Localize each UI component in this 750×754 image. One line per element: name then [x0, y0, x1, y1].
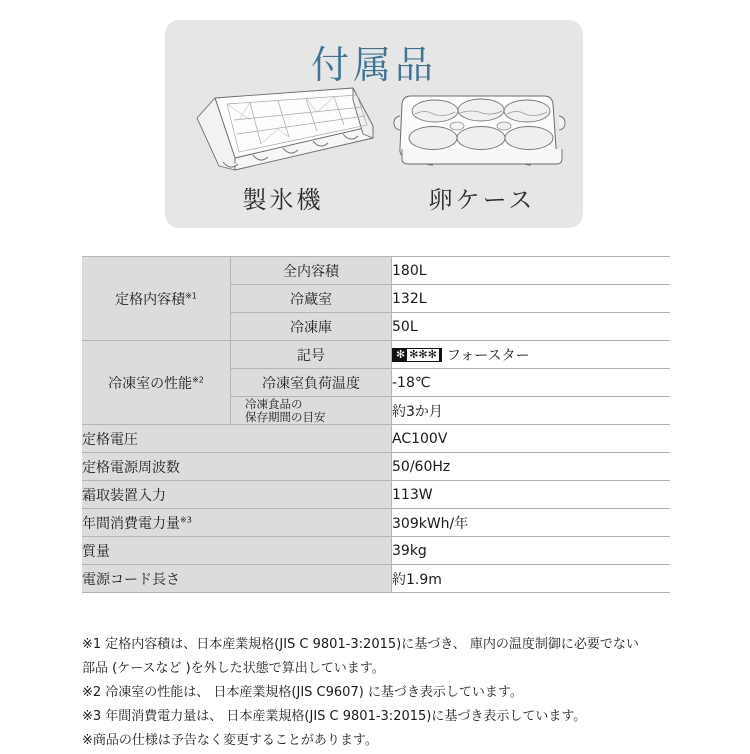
value-freezer: 50L: [392, 313, 671, 341]
value-annual-power: 309kWh/年: [392, 509, 671, 537]
label-rated-voltage: 定格電圧: [82, 425, 392, 453]
table-row: [82, 257, 670, 285]
footnote-1-line-2: 部品 (ケースなど )を外した状態で算出しています。: [82, 661, 385, 676]
accessory-label-egg-case: 卵ケース: [428, 186, 536, 214]
accessories-title: 付属品: [310, 43, 437, 87]
value-defrost-input: 113W: [392, 481, 671, 509]
table-row: [82, 453, 670, 481]
table-row: [82, 565, 670, 593]
group-label-note: ※1: [185, 290, 197, 300]
footnote-2: ※2 冷凍室の性能は、 日本産業規格(JIS C9607) に基づき表示しています。: [82, 685, 523, 700]
value-weight: 39kg: [392, 537, 671, 565]
accessories-panel: [165, 20, 583, 228]
footnote-1-line-1: ※1 定格内容積は、日本産業規格(JIS C 9801-3:2015)に基づき、 庫内の温度制御に必要でない: [82, 637, 639, 652]
value-freezer-load-temp: -18℃: [392, 369, 671, 397]
table-row: [82, 481, 670, 509]
group-label-note: ※2: [192, 374, 204, 384]
sub-label-freezer-load-temp: 冷凍室負荷温度: [231, 369, 392, 397]
four-star-badge: [392, 348, 442, 362]
group-label-text: 冷凍室の性能: [108, 375, 193, 392]
sub-label-fridge: 冷蔵室: [231, 285, 392, 313]
footnote-3: ※3 年間消費電力量は、 日本産業規格(JIS C 9801-3:2015)に基づき表示しています。: [82, 709, 587, 724]
group-label-rated-volume: [82, 257, 231, 341]
label-cord-length: 電源コード長さ: [82, 565, 392, 593]
accessory-label-ice-tray: 製氷機: [242, 186, 324, 214]
value-fridge: 132L: [392, 285, 671, 313]
label-weight: 質量: [82, 537, 392, 565]
badge-label-text: フォースター: [446, 347, 530, 364]
table-row: [82, 425, 670, 453]
footnote-4: ※商品の仕様は予告なく変更することがあります。: [82, 733, 378, 748]
group-label-freezer-performance: [82, 341, 231, 425]
ice-tray-icon: [177, 82, 387, 178]
accessory-item-egg-case: [389, 82, 575, 215]
group-label-text: 定格内容積: [115, 291, 186, 308]
sub-label-symbol: 記号: [231, 341, 392, 369]
label-annual-power-text: 年間消費電力量: [82, 515, 180, 532]
value-storage-period: 約3か月: [392, 397, 671, 425]
label-defrost-input: 霜取装置入力: [82, 481, 392, 509]
footnotes-section: [82, 634, 712, 754]
sub-label-total-volume: 全内容積: [231, 257, 392, 285]
table-row: [82, 537, 670, 565]
badge-single-star: ✻: [396, 348, 406, 361]
egg-case-icon: [389, 82, 575, 178]
storage-period-line1: 冷凍食品の: [245, 396, 303, 411]
table-row: [82, 509, 670, 537]
accessory-item-ice-tray: [177, 82, 389, 215]
label-annual-power: [82, 509, 392, 537]
value-cord-length: 約1.9m: [392, 565, 671, 593]
value-rated-frequency: 50/60Hz: [392, 453, 671, 481]
value-symbol: [392, 341, 671, 369]
storage-period-line2: 保存期間の目安: [245, 409, 326, 424]
sub-label-storage-period: [231, 397, 392, 425]
value-total-volume: 180L: [392, 257, 671, 285]
sub-label-freezer: 冷凍庫: [231, 313, 392, 341]
table-row: [82, 341, 670, 369]
label-rated-frequency: 定格電源周波数: [82, 453, 392, 481]
badge-triple-star: ✻✻✻: [409, 347, 437, 361]
specification-table: [82, 256, 670, 593]
label-annual-power-note: ※3: [180, 514, 192, 524]
value-rated-voltage: AC100V: [392, 425, 671, 453]
